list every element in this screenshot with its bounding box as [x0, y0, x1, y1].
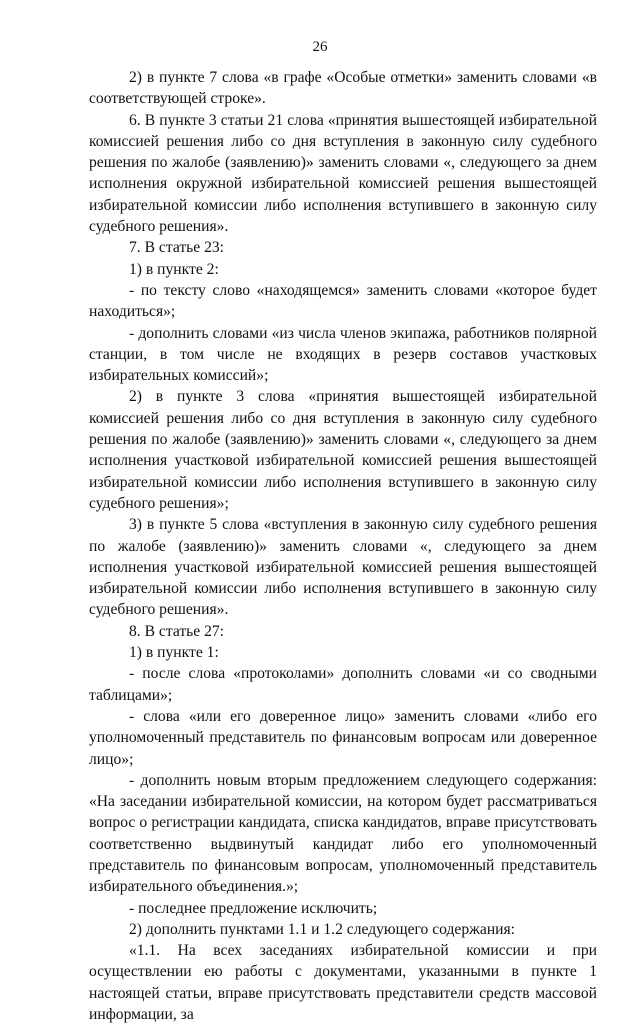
paragraph: 1) в пункте 1: [129, 644, 219, 662]
page-number: 26 [312, 39, 328, 55]
paragraph: - дополнить словами «из числа членов экипажа, работников полярной станции, в том числе не входящих в резерв составов участковых избирательных комиссий»; [89, 324, 597, 385]
paragraph: - слова «или его доверенное лицо» заменить словами «либо его уполномоченный представитель по финансовым вопросам или доверенное лицо»; [89, 707, 597, 768]
paragraph: «1.1. На всех заседаниях избирательной комиссии и при осуществлении ею работы с документами, указанными в пункте 1 настоящей статьи, вправе присутствовать представители средств массовой информации, за [89, 942, 597, 1024]
paragraph: 2) в пункте 7 слова «в графе «Особые отметки» заменить словами «в соответствующей строке». [89, 69, 597, 108]
document-body [89, 67, 597, 1025]
paragraph: - последнее предложение исключить; [129, 899, 378, 917]
paragraph: 2) в пункте 3 слова «принятия вышестоящей избирательной комиссией решения либо со дня вступления в законную силу судебного решения по жалобе (заявлению)» заменить словами «, следующего за днем исполнения участковой избирательной комиссией решения вышестоящей избирательной комиссии либо исполнения вступившего в законную силу судебного решения»; [89, 388, 597, 512]
paragraph: 7. В статье 23: [129, 239, 225, 257]
paragraph: - по тексту слово «находящемся» заменить словами «которое будет находиться»; [89, 281, 597, 321]
paragraph: 8. В статье 27: [129, 622, 225, 640]
paragraph: - дополнить новым вторым предложением следующего содержания: «На заседании избирательной комиссии, на котором будет рассматриваться вопрос о регистрации кандидата, списка кандидатов, вправе присутствовать соответственно выдвинутый кандидат либо его уполномоченный представитель по финансовым вопросам, уполномоченный представитель избирательного объединения.»; [89, 771, 597, 896]
paragraph: - после слова «протоколами» дополнить словами «и со сводными таблицами»; [89, 665, 597, 704]
paragraph: 6. В пункте 3 статьи 21 слова «принятия вышестоящей избирательной комиссией решения либо со дня вступления в законную силу судебного решения по жалобе (заявлению)» заменить словами «, следующего за днем исполнения окружной избирательной комиссией решения вышестоящей избирательной комиссии либо исполнения вступившего в законную силу судебного решения». [89, 111, 597, 236]
paragraph: 3) в пункте 5 слова «вступления в законную силу судебного решения по жалобе (заявлению)» заменить словами «, следующего за днем исполнения участковой избирательной комиссией решения вышестоящей избирательной комиссии либо исполнения вступившего в законную силу судебного решения». [89, 516, 597, 619]
paragraph: 2) дополнить пунктами 1.1 и 1.2 следующего содержания: [129, 920, 516, 938]
paragraph: 1) в пункте 2: [129, 260, 219, 278]
